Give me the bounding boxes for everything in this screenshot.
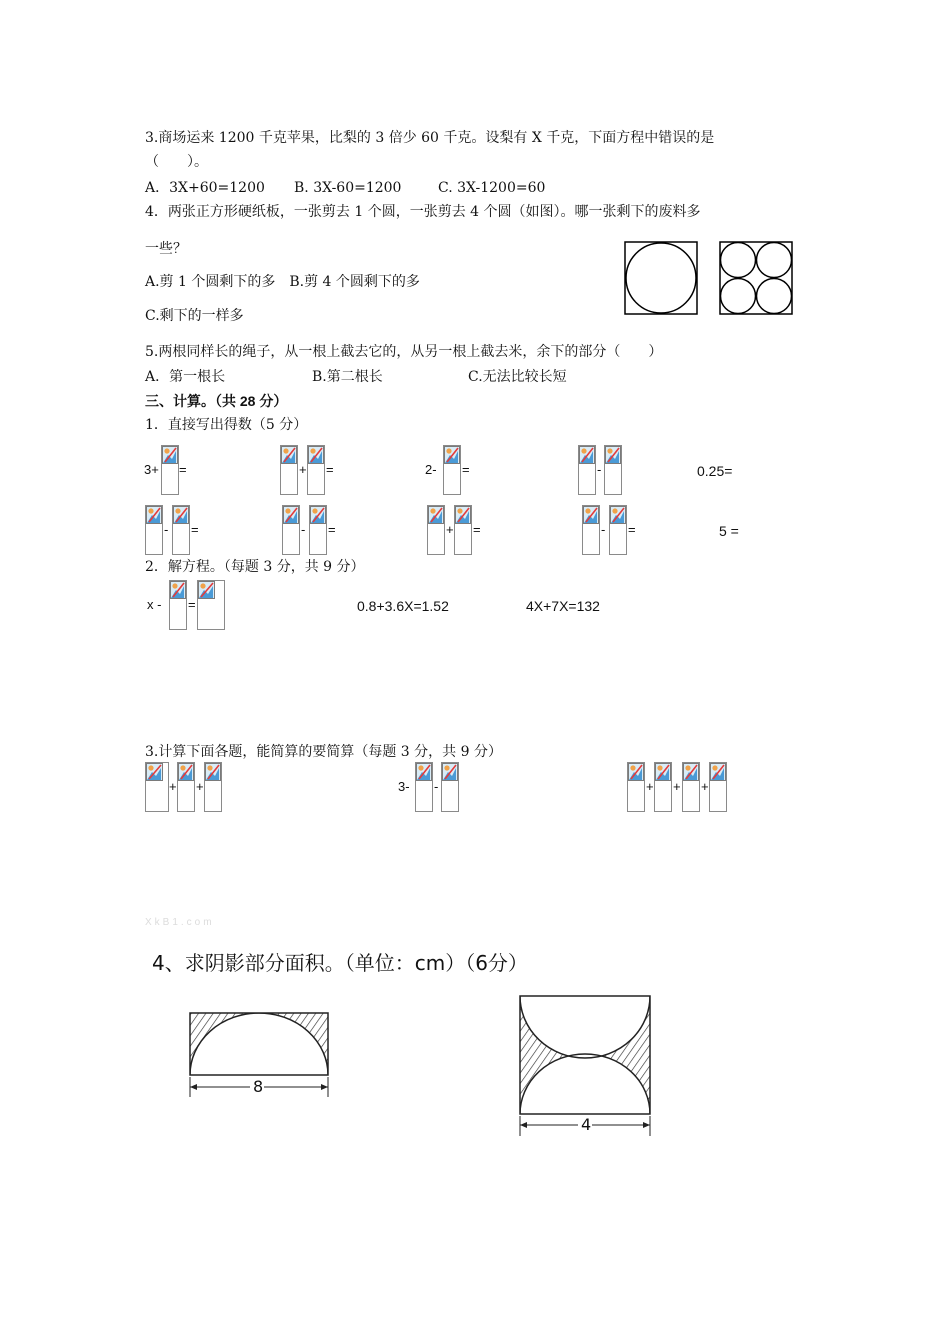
q3-option-b: B. 3X-60=1200 <box>294 180 402 196</box>
q3-line2: （ ）。 <box>145 154 208 170</box>
q3-line1: 3.商场运来 1200 千克苹果，比梨的 3 倍少 60 千克。设梨有 X 千克，下面方程中错误的是 <box>145 130 715 146</box>
plus-sign: + <box>646 779 654 794</box>
fraction-image <box>161 445 179 495</box>
fraction-image <box>282 505 300 555</box>
broken-image-icon <box>444 446 460 466</box>
four-circles-square-figure <box>719 241 794 315</box>
fraction-image <box>609 505 627 555</box>
equals-sign: = <box>179 462 187 477</box>
minus-sign: - <box>597 462 602 477</box>
minus-sign: - <box>434 779 439 794</box>
equation-2: 0.8+3.6X=1.52 <box>357 598 449 614</box>
minus-sign: - <box>601 522 606 537</box>
broken-image-icon <box>308 446 324 466</box>
equals-sign: = <box>191 522 199 537</box>
plus-sign: + <box>701 779 709 794</box>
section-3-sub2: 2．解方程。（每题 3 分，共 9 分） <box>145 559 365 575</box>
equals-sign: = <box>473 522 481 537</box>
area-question-title: 4、求阴影部分面积。（单位：cm）（6分） <box>152 951 528 975</box>
fraction-image <box>682 762 700 812</box>
broken-image-icon <box>281 446 297 466</box>
plus-sign: + <box>169 779 177 794</box>
fraction-image <box>177 762 195 812</box>
broken-image-icon <box>583 506 599 526</box>
equals-sign: = <box>188 597 196 612</box>
fraction-image <box>415 762 433 812</box>
fraction-image <box>280 445 298 495</box>
fraction-image <box>427 505 445 555</box>
q4-line2: 一些？ <box>145 241 187 257</box>
broken-image-icon <box>198 581 224 601</box>
fraction-image <box>604 445 622 495</box>
section-3-sub1: 1．直接写出得数（5 分） <box>145 417 308 433</box>
section-3-sub3: 3.计算下面各题，能简算的要简算（每题 3 分，共 9 分） <box>145 744 502 760</box>
minus-sign: - <box>164 522 169 537</box>
fraction-image <box>204 762 222 812</box>
fraction-image <box>454 505 472 555</box>
fig1-width-label: 8 <box>253 1077 264 1096</box>
equals-sign: = <box>462 462 470 477</box>
broken-image-icon <box>710 763 726 783</box>
r1-c-prefix: 2- <box>425 462 437 477</box>
q3-option-c: C. 3X-1200=60 <box>438 180 546 196</box>
q3-option-a: A．3X+60=1200 <box>145 180 265 196</box>
q5-line1: 5.两根同样长的绳子，从一根上截去它的，从另一根上截去米，余下的部分（ ） <box>145 344 663 360</box>
fraction-image <box>709 762 727 812</box>
broken-image-icon <box>146 763 168 783</box>
broken-image-icon <box>655 763 671 783</box>
fraction-image <box>309 505 327 555</box>
fraction-image <box>145 505 163 555</box>
q5-option-a: A．第一根长 <box>145 369 226 385</box>
fraction-image <box>627 762 645 812</box>
fraction-image <box>654 762 672 812</box>
broken-image-icon <box>416 763 432 783</box>
fraction-image <box>172 505 190 555</box>
broken-image-icon <box>579 446 595 466</box>
broken-image-icon <box>428 506 444 526</box>
fraction-image <box>145 762 169 812</box>
minus-sign: - <box>301 522 306 537</box>
broken-image-icon <box>310 506 326 526</box>
broken-image-icon <box>173 506 189 526</box>
calc2-prefix: 3- <box>398 779 410 794</box>
plus-sign: + <box>299 462 307 477</box>
broken-image-icon <box>162 446 178 466</box>
q5-option-b: B.第二根长 <box>312 369 383 385</box>
section-3-title: 三、计算。（共 28 分） <box>145 393 288 409</box>
q4-options-ab: A.剪 1 个圆剩下的多 B.剪 4 个圆剩下的多 <box>145 274 420 290</box>
broken-image-icon <box>610 506 626 526</box>
equals-sign: = <box>326 462 334 477</box>
q5-option-c: C.无法比较长短 <box>468 369 567 385</box>
q4-line1: 4．两张正方形硬纸板，一张剪去 1 个圆，一张剪去 4 个圆（如图）。哪一张剩下的废料多 <box>145 204 701 220</box>
fraction-image <box>197 580 225 630</box>
broken-image-icon <box>283 506 299 526</box>
broken-image-icon <box>178 763 194 783</box>
r1-a-prefix: 3+ <box>144 462 159 477</box>
plus-sign: + <box>673 779 681 794</box>
broken-image-icon <box>442 763 458 783</box>
equals-sign: = <box>628 522 636 537</box>
fraction-image <box>443 445 461 495</box>
watermark: XkB1.com <box>145 917 215 928</box>
broken-image-icon <box>455 506 471 526</box>
fraction-image <box>441 762 459 812</box>
r1-e-expression: 0.25= <box>697 463 733 479</box>
one-circle-square-figure <box>624 241 699 315</box>
q4-option-c: C.剩下的一样多 <box>145 308 244 324</box>
fraction-image <box>307 445 325 495</box>
fraction-image <box>169 580 187 630</box>
equals-sign: = <box>328 522 336 537</box>
broken-image-icon <box>683 763 699 783</box>
fraction-image <box>578 445 596 495</box>
plus-sign: + <box>196 779 204 794</box>
eq1-prefix: x - <box>147 597 162 612</box>
broken-image-icon <box>628 763 644 783</box>
broken-image-icon <box>605 446 621 466</box>
broken-image-icon <box>205 763 221 783</box>
broken-image-icon <box>170 581 186 601</box>
broken-image-icon <box>146 506 162 526</box>
equation-3: 4X+7X=132 <box>526 598 600 614</box>
fig2-width-label: 4 <box>581 1115 592 1134</box>
fraction-image <box>582 505 600 555</box>
r2-e-expression: 5 = <box>719 523 739 539</box>
plus-sign: + <box>446 522 454 537</box>
